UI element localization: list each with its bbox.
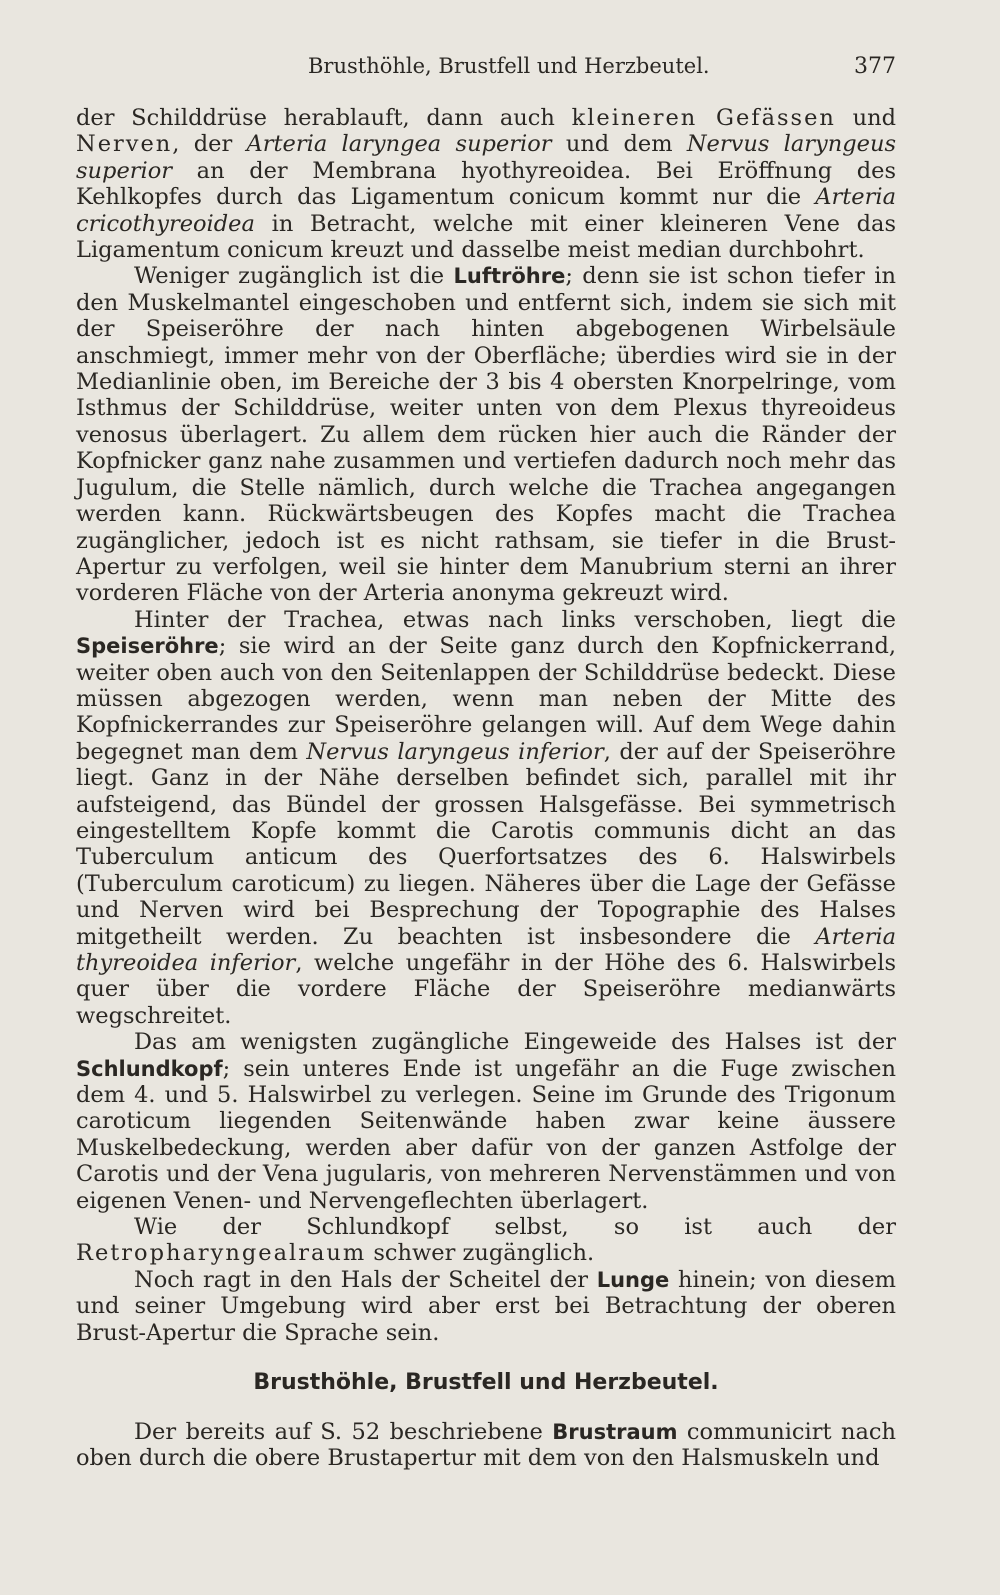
bold-term: Lunge <box>596 1267 670 1292</box>
text-run: hinein; von diesem und seiner Umgebung wird aber erst bei Betrachtung der oberen Brust-Apertur die Sprache sein. <box>76 1266 896 1346</box>
italic-term: Nervus laryngeus superior <box>76 131 896 184</box>
spaced-term: Retropharyngealraum <box>76 1240 367 1267</box>
text-run: Hinter der Trachea, etwas nach links verschoben, liegt die <box>134 606 896 633</box>
paragraph <box>76 1029 896 1214</box>
italic-term: Arteria laryngea superior <box>246 131 552 158</box>
text-run: ; denn sie ist schon tiefer in den Muskelmantel eingeschoben und entfernt sich, indem sie sich mit der Speiseröhre der nach hinten abgebogenen Wirbelsäule anschmiegt, immer mehr von der Oberfläche; überdies wird sie in der Medianlinie oben, im Bereiche der 3 bis 4 obersten Knorpelringe, vom Isthmus der Schilddrüse, weiter unten von dem Plexus thyreoideus venosus überlagert. Zu allem dem rücken hier auch die Ränder der Kopfnicker ganz nahe zusammen und vertiefen dadurch noch mehr das Jugulum, die Stelle nämlich, durch welche die Trachea angegangen werden kann. Rückwärtsbeugen des Kopfes macht die Trachea zugänglicher, jedoch ist es nicht rathsam, sie tiefer in die Brust-Apertur zu verfolgen, weil sie hinter dem Manubrium sterni an ihrer vorderen Fläche von der Arteria anonyma gekreuzt wird. <box>76 263 896 607</box>
text-run: schwer zugänglich. <box>366 1240 595 1267</box>
text-run: ; sein unteres Ende ist ungefähr an die Fuge zwischen dem 4. und 5. Halswirbel zu verlegen. Seine im Grunde des Trigonum caroticum liegenden Seitenwände haben zwar keine äussere Muskelbedeckung, werden aber dafür von der ganzen Astfolge der Carotis und der Vena jugularis, von mehreren Nervenstämmen und von eigenen Venen- und Nervengeflechten überlagert. <box>76 1055 896 1214</box>
text-run: ; sie wird an der Seite ganz durch den Kopfnickerrand, weiter oben auch von den Seitenlappen der Schilddrüse bedeckt. Diese müssen abgezogen werden, wenn man neben der Mitte des Kopfnickerrandes zur Speiseröhre gelangen will. Auf dem Wege dahin begegnet man dem <box>76 633 896 765</box>
bold-term: Speiseröhre <box>76 634 219 659</box>
section-heading: Brusthöhle, Brustfell und Herzbeutel. <box>253 1370 719 1396</box>
running-head <box>0 54 1000 84</box>
bold-term: Schlundkopf <box>76 1056 223 1081</box>
page-number: 377 <box>854 54 896 79</box>
text-run: , der <box>172 131 247 158</box>
text-run: Das am wenigsten zugängliche Eingeweide des Halses ist der <box>134 1029 896 1056</box>
text-run: Weniger zugänglich ist die <box>134 263 454 290</box>
text-run: Wie der Schlundkopf selbst, so ist auch der <box>134 1214 896 1241</box>
text-run: Der bereits auf S. 52 beschriebene <box>134 1418 553 1445</box>
body-text <box>76 105 896 1471</box>
paragraph <box>76 263 896 606</box>
paragraph <box>76 1214 896 1267</box>
bold-term: Luftröhre <box>453 264 566 289</box>
bold-term: Brustraum <box>552 1419 678 1444</box>
paragraph <box>76 105 896 263</box>
spaced-term: kleineren Gefässen <box>571 105 836 131</box>
italic-term: Nervus laryngeus inferior <box>306 738 604 765</box>
section-paragraph <box>76 1419 896 1472</box>
running-head-title: Brusthöhle, Brustfell und Herzbeutel. <box>308 54 710 78</box>
italic-term: Arteria thyreoidea inferior <box>76 923 896 976</box>
text-run: an der Membrana hyothyreoidea. Bei Eröffnung des Kehlkopfes durch das Ligamentum conicum kommt nur die <box>76 157 896 211</box>
paragraph <box>76 607 896 1030</box>
text-run: communicirt nach oben durch die obere Brustapertur mit dem von den Halsmuskeln und <box>76 1418 896 1471</box>
text-run: , der auf der Speiseröhre liegt. Ganz in der Nähe derselben befindet sich, parallel mit ihr aufsteigend, das Bündel der grossen Halsgefässe. Bei symmetrisch eingestelltem Kopfe kommt die Carotis communis dicht an das Tuberculum anticum des Querfortsatzes des 6. Halswirbels (Tuberculum caroticum) zu liegen. Näheres über die Lage der Gefässe und Nerven wird bei Besprechung der Topographie des Halses mitgetheilt werden. Zu beachten ist insbesondere die <box>76 738 896 950</box>
text-run: in Betracht, welche mit einer kleineren Vene das Ligamentum conicum kreuzt und dasselbe meist median durchbohrt. <box>76 210 896 264</box>
paragraph <box>76 1267 896 1346</box>
text-run: und <box>835 105 896 131</box>
text-run: der Schilddrüse herablauft, dann auch <box>76 105 572 131</box>
italic-term: Arteria cricothyreoidea <box>76 184 896 237</box>
text-run: und dem <box>551 131 687 158</box>
text-run: , welche ungefähr in der Höhe des 6. Halswirbels quer über die vordere Fläche der Speiseröhre medianwärts wegschreitet. <box>76 950 896 1029</box>
text-run: Noch ragt in den Hals der Scheitel der <box>134 1266 597 1293</box>
spaced-term: Nerven <box>76 131 173 158</box>
